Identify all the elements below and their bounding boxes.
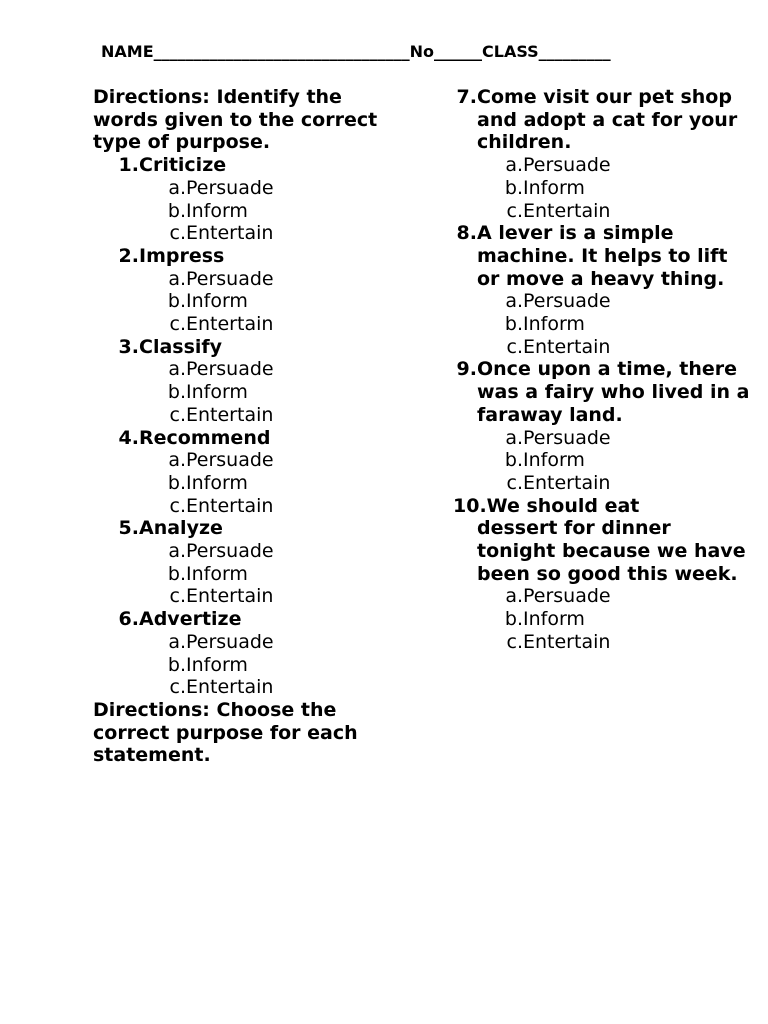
option-persuade[interactable] (93, 631, 413, 654)
question-text: Advertize (139, 608, 242, 631)
option-persuade[interactable] (453, 154, 753, 177)
option-list (93, 449, 413, 517)
question-number: 6. (118, 608, 139, 631)
option-letter: c. (169, 222, 186, 245)
option-label: Persuade (186, 176, 274, 199)
question-text: Recommend (139, 426, 271, 449)
question-9 (453, 358, 753, 494)
option-letter: a. (168, 630, 186, 653)
option-label: Persuade (186, 630, 274, 653)
question-text-first-line: We should eat (486, 494, 640, 517)
option-inform[interactable] (93, 200, 413, 223)
option-letter: b. (167, 653, 186, 676)
option-inform[interactable] (453, 177, 753, 200)
option-letter: a. (168, 449, 186, 472)
option-letter: c. (169, 676, 186, 699)
option-persuade[interactable] (93, 358, 413, 381)
question-4 (93, 427, 413, 518)
option-list (453, 585, 753, 653)
option-entertain[interactable] (453, 200, 753, 223)
option-label: Persuade (186, 358, 274, 381)
option-persuade[interactable] (93, 449, 413, 472)
option-inform[interactable] (93, 563, 413, 586)
option-label: Entertain (523, 335, 611, 358)
question-text: A lever is a simple machine. It helps to lift or move a heavy thing. (477, 222, 728, 290)
option-list (93, 540, 413, 608)
option-label: Persuade (186, 267, 274, 290)
option-letter: a. (505, 290, 523, 313)
question-number: 3. (118, 335, 139, 358)
option-label: Persuade (523, 426, 611, 449)
directions-choose: Directions: Choose the correct purpose for each statement. (93, 698, 358, 767)
question-text: Impress (139, 244, 225, 267)
option-label: Persuade (523, 585, 611, 608)
option-letter: b. (504, 608, 523, 631)
question-text: Analyze (139, 517, 223, 540)
option-label: Entertain (523, 471, 611, 494)
question-5 (93, 517, 413, 608)
option-label: Entertain (186, 494, 274, 517)
option-list (93, 631, 413, 699)
option-entertain[interactable] (93, 676, 413, 699)
question-number: 7. (456, 86, 477, 108)
option-label: Entertain (186, 222, 274, 245)
question-number: 1. (118, 154, 139, 177)
option-persuade[interactable] (453, 427, 753, 450)
option-inform[interactable] (453, 449, 753, 472)
option-letter: a. (168, 540, 186, 563)
option-list (453, 154, 753, 222)
option-entertain[interactable] (453, 472, 753, 495)
question-10 (453, 495, 753, 654)
option-label: Inform (186, 471, 248, 494)
option-letter: c. (506, 471, 523, 494)
option-label: Inform (523, 449, 585, 472)
directions-identify: Directions: Identify the words given to the correct type of purpose. (93, 86, 378, 154)
option-letter: c. (169, 494, 186, 517)
option-inform[interactable] (93, 381, 413, 404)
question-text: Criticize (139, 154, 227, 177)
option-label: Entertain (186, 585, 274, 608)
option-persuade[interactable] (93, 268, 413, 291)
option-list (93, 268, 413, 336)
question-number: 8. (456, 222, 477, 245)
option-letter: a. (168, 267, 186, 290)
option-letter: b. (167, 290, 186, 313)
option-inform[interactable] (93, 290, 413, 313)
right-column (453, 86, 753, 654)
option-label: Inform (186, 653, 248, 676)
option-letter: b. (504, 449, 523, 472)
option-letter: c. (506, 199, 523, 222)
option-letter: c. (169, 403, 186, 426)
option-label: Inform (186, 381, 248, 404)
option-persuade[interactable] (93, 540, 413, 563)
option-label: Inform (186, 199, 248, 222)
option-label: Entertain (186, 676, 274, 699)
option-inform[interactable] (93, 472, 413, 495)
option-label: Inform (523, 608, 585, 631)
name-number-class-line: NAME________________________________No______CLASS_________ (101, 42, 611, 61)
option-label: Entertain (186, 403, 274, 426)
option-label: Inform (186, 290, 248, 313)
option-inform[interactable] (93, 654, 413, 677)
option-label: Inform (186, 562, 248, 585)
question-8 (453, 222, 753, 358)
option-list (93, 177, 413, 245)
option-entertain[interactable] (93, 585, 413, 608)
question-1 (93, 154, 413, 245)
option-letter: b. (167, 199, 186, 222)
option-entertain[interactable] (453, 631, 753, 654)
option-letter: b. (504, 176, 523, 199)
option-label: Persuade (523, 290, 611, 313)
option-entertain[interactable] (93, 495, 413, 518)
option-label: Entertain (523, 199, 611, 222)
question-2 (93, 245, 413, 336)
question-number: 10. (453, 494, 487, 517)
option-letter: c. (169, 585, 186, 608)
option-list (453, 427, 753, 495)
option-entertain[interactable] (93, 222, 413, 245)
option-entertain[interactable] (93, 404, 413, 427)
option-letter: a. (505, 154, 523, 177)
option-label: Persuade (186, 540, 274, 563)
option-letter: a. (168, 358, 186, 381)
option-entertain[interactable] (453, 336, 753, 359)
option-persuade[interactable] (453, 290, 753, 313)
option-label: Persuade (186, 449, 274, 472)
question-text: Once upon a time, there was a fairy who lived in a faraway land. (477, 358, 750, 426)
question-text-rest: dessert for dinner tonight because we have been so good this week. (477, 517, 746, 585)
option-letter: a. (505, 426, 523, 449)
option-letter: b. (167, 471, 186, 494)
left-column (93, 86, 413, 767)
question-number: 2. (118, 244, 139, 267)
option-persuade[interactable] (453, 585, 753, 608)
option-label: Entertain (186, 313, 274, 336)
question-number: 5. (118, 517, 139, 540)
question-text: Come visit our pet shop and adopt a cat for your children. (477, 86, 738, 154)
option-list (453, 290, 753, 358)
option-inform[interactable] (453, 608, 753, 631)
option-label: Inform (523, 176, 585, 199)
option-letter: a. (505, 585, 523, 608)
option-letter: b. (504, 313, 523, 336)
option-label: Entertain (523, 630, 611, 653)
question-text: Classify (139, 335, 223, 358)
question-number: 9. (456, 358, 477, 381)
option-letter: c. (169, 313, 186, 336)
question-6 (93, 608, 413, 699)
option-inform[interactable] (453, 313, 753, 336)
option-entertain[interactable] (93, 313, 413, 336)
option-label: Persuade (523, 154, 611, 177)
option-list (93, 358, 413, 426)
option-letter: b. (167, 381, 186, 404)
question-7 (453, 86, 753, 222)
question-3 (93, 336, 413, 427)
option-label: Inform (523, 313, 585, 336)
question-number: 4. (118, 426, 139, 449)
option-letter: c. (506, 335, 523, 358)
option-persuade[interactable] (93, 177, 413, 200)
option-letter: b. (167, 562, 186, 585)
option-letter: c. (506, 630, 523, 653)
option-letter: a. (168, 176, 186, 199)
